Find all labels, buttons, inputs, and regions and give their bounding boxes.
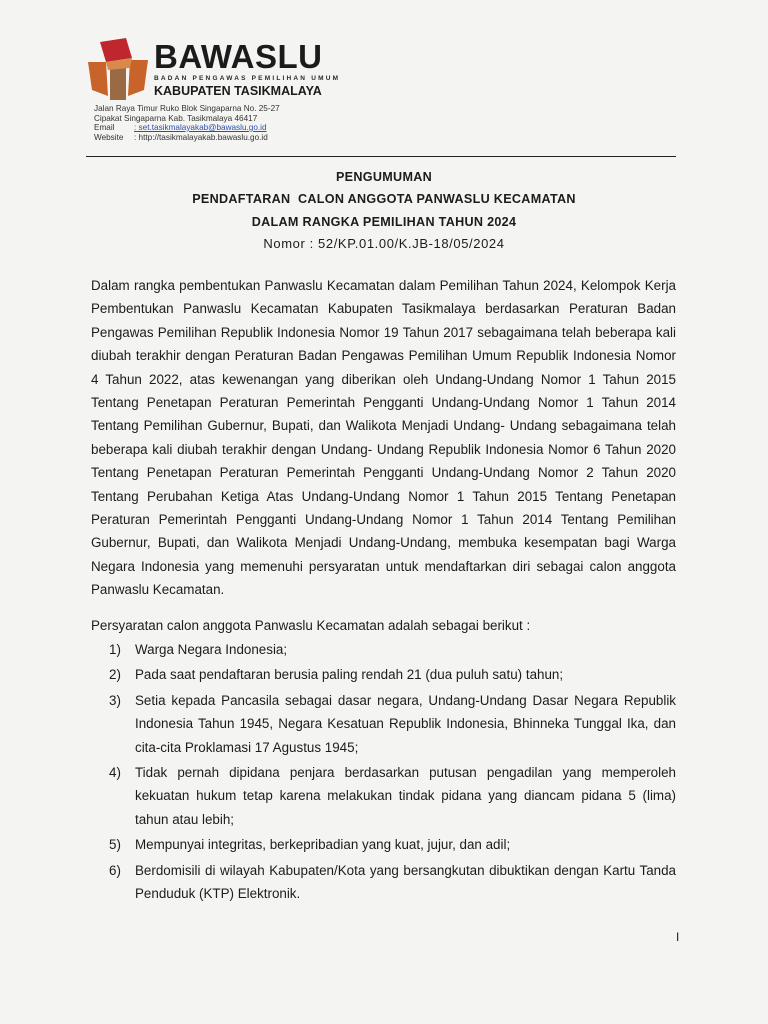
page-mark: I (676, 930, 680, 944)
list-item-text: Setia kepada Pancasila sebagai dasar negara, Undang-Undang Dasar Negara Republik Indonesia Tahun 1945, Negara Kesatuan Republik Indonesia, Bhinneka Tunggal Ika, dan cita-cita Proklamasi 17 Agustus 1945; (135, 692, 676, 755)
brand-region: KABUPATEN TASIKMALAYA (154, 84, 322, 98)
document-number: Nomor : 52/KP.01.00/K.JB-18/05/2024 (263, 236, 505, 251)
list-item (109, 859, 676, 906)
email-link[interactable]: : set.tasikmalayakab@bawaslu.go.id (134, 123, 267, 132)
email-label: Email (94, 123, 115, 132)
list-item-number: 4) (109, 765, 121, 781)
address-line-1: Jalan Raya Timur Ruko Blok Singaparna No. 25-27 (94, 104, 280, 113)
address-block (94, 104, 280, 142)
requirements-list (109, 638, 676, 907)
list-item (109, 833, 676, 856)
brand-name: BAWASLU (154, 38, 323, 75)
letterhead (86, 38, 686, 148)
website-line (94, 133, 280, 143)
website-label: Website (94, 132, 124, 142)
list-item-number: 6) (109, 862, 121, 878)
title-line-2: PENDAFTARAN CALON ANGGOTA PANWASLU KECAMATAN (192, 192, 576, 206)
list-item (109, 638, 676, 661)
brand-subtitle: BADAN PENGAWAS PEMILIHAN UMUM (154, 75, 341, 82)
list-item-number: 3) (109, 692, 121, 708)
list-item-text: Warga Negara Indonesia; (135, 642, 288, 657)
list-item-number: 1) (109, 642, 121, 657)
requirements-intro: Persyaratan calon anggota Panwaslu Kecamatan adalah sebagai berikut : (91, 618, 531, 633)
body-paragraph: Dalam rangka pembentukan Panwaslu Kecamatan dalam Pemilihan Tahun 2024, Kelompok Kerja Pembentukan Panwaslu Kecamatan Kabupaten Tasikmalaya berdasarkan Peraturan Badan Pengawas Pemilihan Republik Indonesia Nomor 19 Tahun 2017 sebagaimana telah beberapa kali diubah terakhir dengan Peraturan Badan Pengawas Pemilihan Umum Republik Indonesia Nomor 4 Tahun 2022, atas kewenangan yang diberikan oleh Undang-Undang Nomor 1 Tahun 2015 Tentang Penetapan Peraturan Pemerintah Pengganti Undang-Undang Nomor 1 Tahun 2014 Tentang Pemilihan Gubernur, Bupati, dan Walikota Menjadi Undang- Undang sebagaimana telah beberapa kali diubah terakhir dengan Undang- Undang Republik Indonesia Nomor 6 Tahun 2020 Tentang Penetapan Peraturan Pemerintah Pengganti Undang-Undang Nomor 2 Tahun 2020 Tentang Perubahan Ketiga Atas Undang-Undang Nomor 1 Tahun 2015 Tentang Penetapan Peraturan Pemerintah Pengganti Undang-Undang Nomor 1 Tahun 2014 Tentang Pemilihan Gubernur, Bupati, dan Walikota Menjadi Undang-Undang, membuka kesempatan bagi Warga Negara Indonesia yang memenuhi persyaratan untuk mendaftarkan diri sebagai calon anggota Panwaslu Kecamatan. (91, 278, 676, 598)
list-item-text: Tidak pernah dipidana penjara berdasarkan putusan pengadilan yang memperoleh kekuatan hukum tetap karena melakukan tindak pidana yang diancam pidana 5 (lima) tahun atau lebih; (135, 765, 676, 827)
brand-block (154, 40, 340, 98)
list-item-text: Mempunyai integritas, berkepribadian yang kuat, jujur, dan adil; (135, 837, 511, 853)
list-item (109, 689, 676, 759)
list-item-text: Pada saat pendaftaran berusia paling rendah 21 (dua puluh satu) tahun; (135, 667, 564, 683)
address-line-2: Cipakat Singaparna Kab. Tasikmalaya 46417 (94, 113, 258, 123)
list-item-number: 5) (109, 837, 121, 853)
website-link[interactable]: : http://tasikmalayakab.bawaslu.go.id (134, 132, 268, 142)
list-item-text: Berdomisili di wilayah Kabupaten/Kota yang bersangkutan dibuktikan dengan Kartu Tanda Penduduk (KTP) Elektronik. (135, 862, 676, 902)
bawaslu-logo-icon (86, 38, 150, 102)
title-line-1: PENGUMUMAN (335, 170, 433, 184)
letterhead-divider (86, 156, 676, 157)
title-line-3: DALAM RANGKA PEMILIHAN TAHUN 2024 (251, 215, 517, 229)
list-item-number: 2) (109, 667, 121, 683)
email-line (94, 123, 280, 133)
list-item (109, 663, 676, 686)
list-item (109, 761, 676, 831)
